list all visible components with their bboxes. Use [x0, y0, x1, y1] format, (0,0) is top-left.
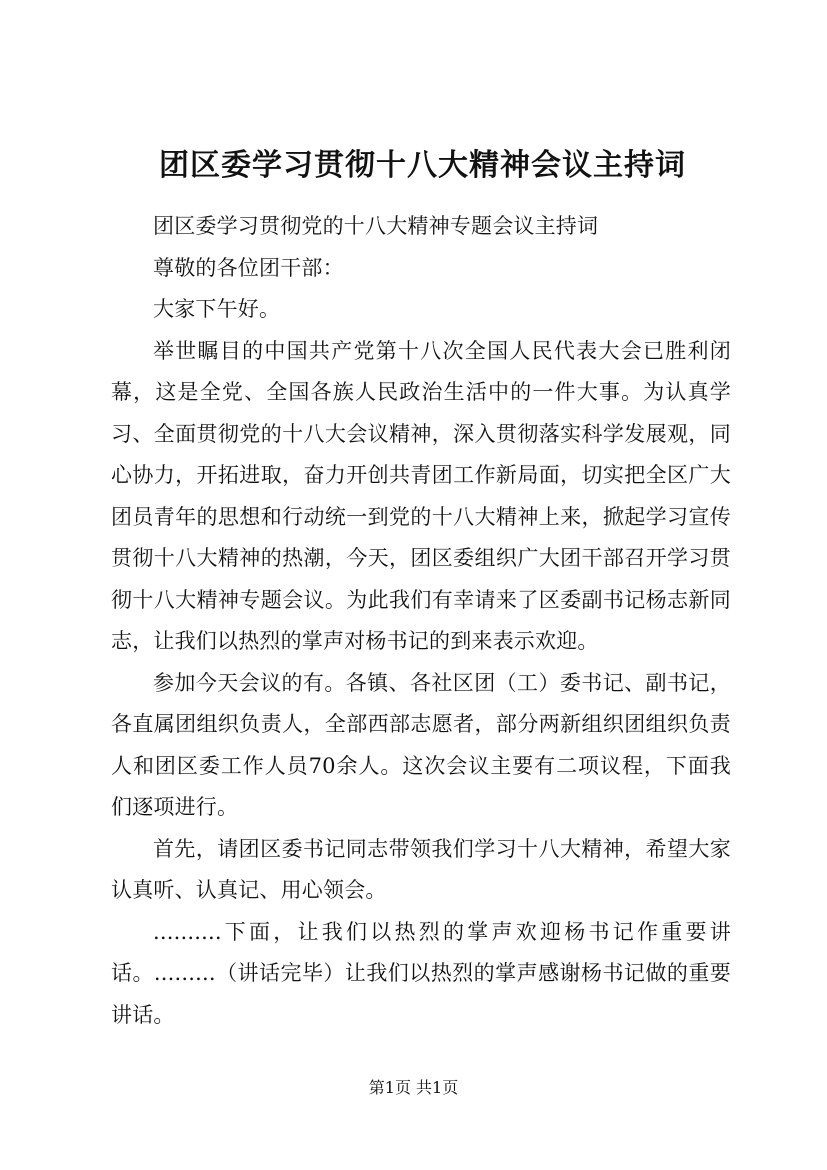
body-paragraph-1: 举世瞩目的中国共产党第十八次全国人民代表大会已胜利闭幕，这是全党、全国各族人民政治生活中的一件大事。为认真学习、全面贯彻党的十八大会议精神，深入贯彻落实科学发展观，同心协力，开拓进取，奋力开创共青团工作新局面，切实把全区广大团员青年的思想和行动统一到党的十八大精神上来，掀起学习宣传贯彻十八大精神的热潮，今天，团区委组织广大团干部召开学习贯彻十八大精神专题会议。为此我们有幸请来了区委副书记杨志新同志，让我们以热烈的掌声对杨书记的到来表示欢迎。: [111, 338, 731, 653]
page-title: 团区委学习贯彻十八大精神会议主持词: [159, 148, 686, 183]
salutation-paragraph: 尊敬的各位团干部：: [153, 255, 344, 280]
page-footer: 第1页 共1页: [368, 1078, 459, 1097]
body-paragraph-4: ..........下面，让我们以热烈的掌声欢迎杨书记作重要讲话。.........（讲话完毕）让我们以热烈的掌声感谢杨书记做的重要讲话。: [111, 919, 731, 1027]
document-body: [111, 140, 731, 1036]
body-paragraph-3: 首先，请团区委书记同志带领我们学习十八大精神，希望大家认真听、认真记、用心领会。: [111, 836, 731, 902]
subtitle-paragraph: 团区委学习贯彻党的十八大精神专题会议主持词: [153, 214, 599, 238]
greeting-paragraph: 大家下午好。: [153, 297, 281, 321]
body-paragraph-2: 参加今天会议的有。各镇、各社区团（工）委书记、副书记，各直属团组织负责人，全部西部志愿者，部分两新组织团组织负责人和团区委工作人员70余人。这次会议主要有二项议程，下面我们逐项进行。: [111, 670, 731, 819]
